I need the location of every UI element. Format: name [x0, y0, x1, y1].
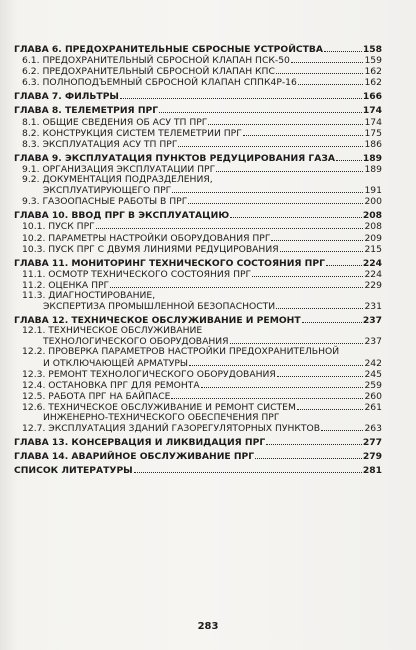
toc-entry-title-continued: ЭКСПЛУАТИРУЮЩЕГО ПРГ [43, 185, 172, 197]
toc-entry-title: 6.3. ПОЛНОПОДЪЕМНЫЙ СБРОСНОЙ КЛАПАН СППК4Р-16 [22, 77, 297, 89]
dot-leader [110, 280, 363, 288]
toc-section [14, 347, 382, 368]
toc-entry-page: 166 [362, 91, 382, 103]
toc-entry-page: 237 [362, 315, 382, 327]
dot-leader [276, 301, 363, 309]
toc-section [14, 139, 382, 150]
dot-leader [134, 465, 362, 473]
toc-chapter [14, 437, 382, 448]
toc-entry-title: 9.1. ОРГАНИЗАЦИЯ ЭКСПЛУАТАЦИИ ПРГ [22, 163, 216, 175]
toc-entry-title: 11.1. ОСМОТР ТЕХНИЧЕСКОГО СОСТОЯНИЯ ПРГ [22, 268, 252, 280]
toc-entry-title: ГЛАВА 8. ТЕЛЕМЕТРИЯ ПРГ [14, 105, 159, 117]
toc-entry-title: 6.2. ПРЕДОХРАНИТЕЛЬНЫЙ СБРОСНОЙ КЛАПАН КПС [22, 66, 275, 78]
toc-chapter [14, 91, 382, 102]
toc-entry-page: 229 [364, 279, 382, 291]
toc-entry-page: 263 [364, 423, 382, 435]
toc-entry-title: 9.2. ДОКУМЕНТАЦИЯ ПОДРАЗДЕЛЕНИЯ, [22, 174, 213, 186]
table-of-contents [14, 44, 382, 476]
toc-chapter [14, 451, 382, 462]
toc-entry-page: 174 [364, 116, 382, 128]
toc-entry-title: 12.1. ТЕХНИЧЕСКОЕ ОБСЛУЖИВАНИЕ [22, 325, 203, 337]
toc-section [14, 391, 382, 402]
toc-entry-title: ГЛАВА 12. ТЕХНИЧЕСКОЕ ОБСЛУЖИВАНИЕ И РЕМОНТ [14, 315, 301, 327]
dot-leader [230, 210, 362, 218]
toc-section [14, 402, 382, 423]
toc-entry-page: 209 [364, 232, 382, 244]
dot-leader [321, 423, 363, 431]
toc-entry-page: 162 [364, 66, 382, 78]
toc-entry-title: ГЛАВА 10. ВВОД ПРГ В ЭКСПЛУАТАЦИЮ [14, 210, 230, 222]
dot-leader [96, 221, 364, 229]
toc-entry-title: 12.5. РАБОТА ПРГ НА БАЙПАСЕ [22, 390, 171, 402]
toc-chapter [14, 105, 382, 116]
toc-entry-title: 12.2. ПРОВЕРКА ПАРАМЕТРОВ НАСТРОЙКИ ПРЕДОХРАНИТЕЛЬНОЙ [22, 346, 340, 358]
toc-entry-title: 11.2. ОЦЕНКА ПРГ [22, 279, 110, 291]
toc-entry-title: ГЛАВА 6. ПРЕДОХРАНИТЕЛЬНЫЕ СБРОСНЫЕ УСТРОЙСТВА [14, 44, 324, 55]
toc-entry-page: 281 [362, 465, 382, 477]
toc-entry-page: 191 [364, 185, 382, 197]
dot-leader [120, 91, 362, 99]
dot-leader [252, 269, 363, 277]
dot-leader [216, 164, 363, 172]
toc-chapter [14, 258, 382, 269]
dot-leader [276, 66, 364, 74]
toc-entry-title: 9.3. ГАЗООПАСНЫЕ РАБОТЫ В ПРГ [22, 196, 188, 208]
toc-entry-page: 200 [364, 196, 382, 208]
dot-leader [255, 451, 362, 459]
dot-leader [324, 44, 362, 52]
dot-leader [243, 128, 364, 136]
toc-entry-title: СПИСОК ЛИТЕРАТУРЫ [14, 465, 133, 477]
toc-entry-page: 279 [362, 451, 382, 463]
dot-leader [266, 437, 362, 445]
toc-entry-title: 10.2. ПАРАМЕТРЫ НАСТРОЙКИ ОБОРУДОВАНИЯ ПРГ [22, 232, 271, 244]
toc-entry-page: 174 [362, 105, 382, 117]
toc-entry-page: 224 [362, 257, 382, 269]
toc-entry-title-continued: ТЕХНОЛОГИЧЕСКОГО ОБОРУДОВАНИЯ [43, 336, 229, 348]
toc-entry-page: 261 [364, 401, 382, 413]
toc-entry-page: 260 [364, 390, 382, 402]
toc-entry-page: 189 [362, 152, 382, 164]
dot-leader [178, 139, 363, 147]
toc-chapter [14, 210, 382, 221]
toc-chapter [14, 153, 382, 164]
toc-entry-title-continued: И ОТКЛЮЧАЮЩЕЙ АРМАТУРЫ [43, 357, 189, 369]
toc-section [14, 55, 382, 66]
dot-leader [230, 336, 364, 344]
toc-section [14, 175, 382, 196]
dot-leader [172, 185, 363, 193]
toc-entry-title: 11.3. ДИАГНОСТИРОВАНИЕ, [22, 289, 156, 301]
toc-entry-page: 208 [364, 221, 382, 233]
toc-entry-title: 12.4. ОСТАНОВКА ПРГ ДЛЯ РЕМОНТА [22, 379, 200, 391]
dot-leader [201, 380, 364, 388]
toc-entry-page: 245 [364, 368, 382, 380]
toc-entry-title-continued: ЭКСПЕРТИЗА ПРОМЫШЛЕННОЙ БЕЗОПАСНОСТИ [43, 301, 276, 313]
toc-entry-page: 242 [364, 357, 382, 369]
toc-entry-page: 162 [364, 77, 382, 89]
dot-leader [280, 244, 364, 252]
toc-entry-title: 8.1. ОБЩИЕ СВЕДЕНИЯ ОБ АСУ ТП ПРГ [22, 116, 208, 128]
page-number: 283 [197, 621, 219, 632]
toc-entry-page: 159 [364, 55, 382, 67]
toc-entry-page: 175 [364, 127, 382, 139]
toc-entry-title: ГЛАВА 7. ФИЛЬТРЫ [14, 91, 119, 103]
dot-leader [159, 105, 362, 113]
toc-entry-title: 8.3. ЭКСПЛУАТАЦИЯ АСУ ТП ПРГ [22, 138, 178, 150]
toc-entry-title: ГЛАВА 9. ЭКСПЛУАТАЦИЯ ПУНКТОВ РЕДУЦИРОВАНИЯ ГАЗА [14, 152, 336, 164]
toc-entry-title: 12.6. ТЕХНИЧЕСКОЕ ОБСЛУЖИВАНИЕ И РЕМОНТ СИСТЕМ [22, 401, 296, 413]
toc-section [14, 66, 382, 77]
toc-entry-title: ГЛАВА 11. МОНИТОРИНГ ТЕХНИЧЕСКОГО СОСТОЯНИЯ ПРГ [14, 257, 325, 269]
toc-entry-title: 6.1. ПРЕДОХРАНИТЕЛЬНЫЙ СБРОСНОЙ КЛАПАН ПСК-50 [22, 55, 290, 67]
toc-entry-title: 8.2. КОНСТРУКЦИЯ СИСТЕМ ТЕЛЕМЕТРИИ ПРГ [22, 127, 242, 139]
dot-leader [291, 55, 364, 63]
dot-leader [277, 369, 364, 377]
toc-entry-title: ГЛАВА 13. КОНСЕРВАЦИЯ И ЛИКВИДАЦИЯ ПРГ [14, 437, 266, 449]
toc-chapter [14, 465, 382, 476]
toc-section [14, 326, 382, 347]
toc-section [14, 233, 382, 244]
dot-leader [208, 117, 363, 125]
toc-section [14, 128, 382, 139]
toc-section [14, 423, 382, 434]
toc-entry-page: 189 [364, 163, 382, 175]
dot-leader [171, 391, 363, 399]
toc-entry-title: 12.3. РЕМОНТ ТЕХНОЛОГИЧЕСКОГО ОБОРУДОВАНИЯ [22, 368, 276, 380]
toc-section [14, 221, 382, 232]
toc-entry-page: 158 [362, 44, 382, 55]
toc-entry-page: 208 [362, 210, 382, 222]
toc-section [14, 291, 382, 312]
toc-entry-title: ГЛАВА 14. АВАРИЙНОЕ ОБСЛУЖИВАНИЕ ПРГ [14, 451, 255, 463]
toc-entry-page: 186 [364, 138, 382, 150]
toc-entry-title: 12.7. ЭКСПЛУАТАЦИЯ ЗДАНИЙ ГАЗОРЕГУЛЯТОРНЫХ ПУНКТОВ [22, 423, 321, 435]
dot-leader [336, 153, 362, 161]
toc-section [14, 77, 382, 88]
toc-entry-page: 231 [364, 301, 382, 313]
toc-entry-title: 10.3. ПУСК ПРГ С ДВУМЯ ЛИНИЯМИ РЕДУЦИРОВАНИЯ [22, 243, 279, 255]
dot-leader [326, 258, 362, 266]
dot-leader [302, 315, 362, 323]
dot-leader [297, 402, 364, 410]
dot-leader [271, 233, 363, 241]
toc-section [14, 380, 382, 391]
toc-chapter [14, 44, 382, 55]
toc-entry-page: 277 [362, 437, 382, 449]
dot-leader [298, 77, 364, 85]
toc-section [14, 369, 382, 380]
toc-entry-page: 224 [364, 268, 382, 280]
toc-section [14, 196, 382, 207]
toc-entry-page: 237 [364, 336, 382, 348]
toc-section [14, 269, 382, 280]
dot-leader [189, 358, 363, 366]
dot-leader [188, 196, 363, 204]
toc-entry-title: 10.1. ПУСК ПРГ [22, 221, 95, 233]
toc-entry-page: 259 [364, 379, 382, 391]
toc-section [14, 244, 382, 255]
toc-entry-title-continued: ИНЖЕНЕРНО-ТЕХНИЧЕСКОГО ОБЕСПЕЧЕНИЯ ПРГ [43, 412, 280, 423]
toc-section [14, 117, 382, 128]
toc-entry-page: 215 [364, 243, 382, 255]
